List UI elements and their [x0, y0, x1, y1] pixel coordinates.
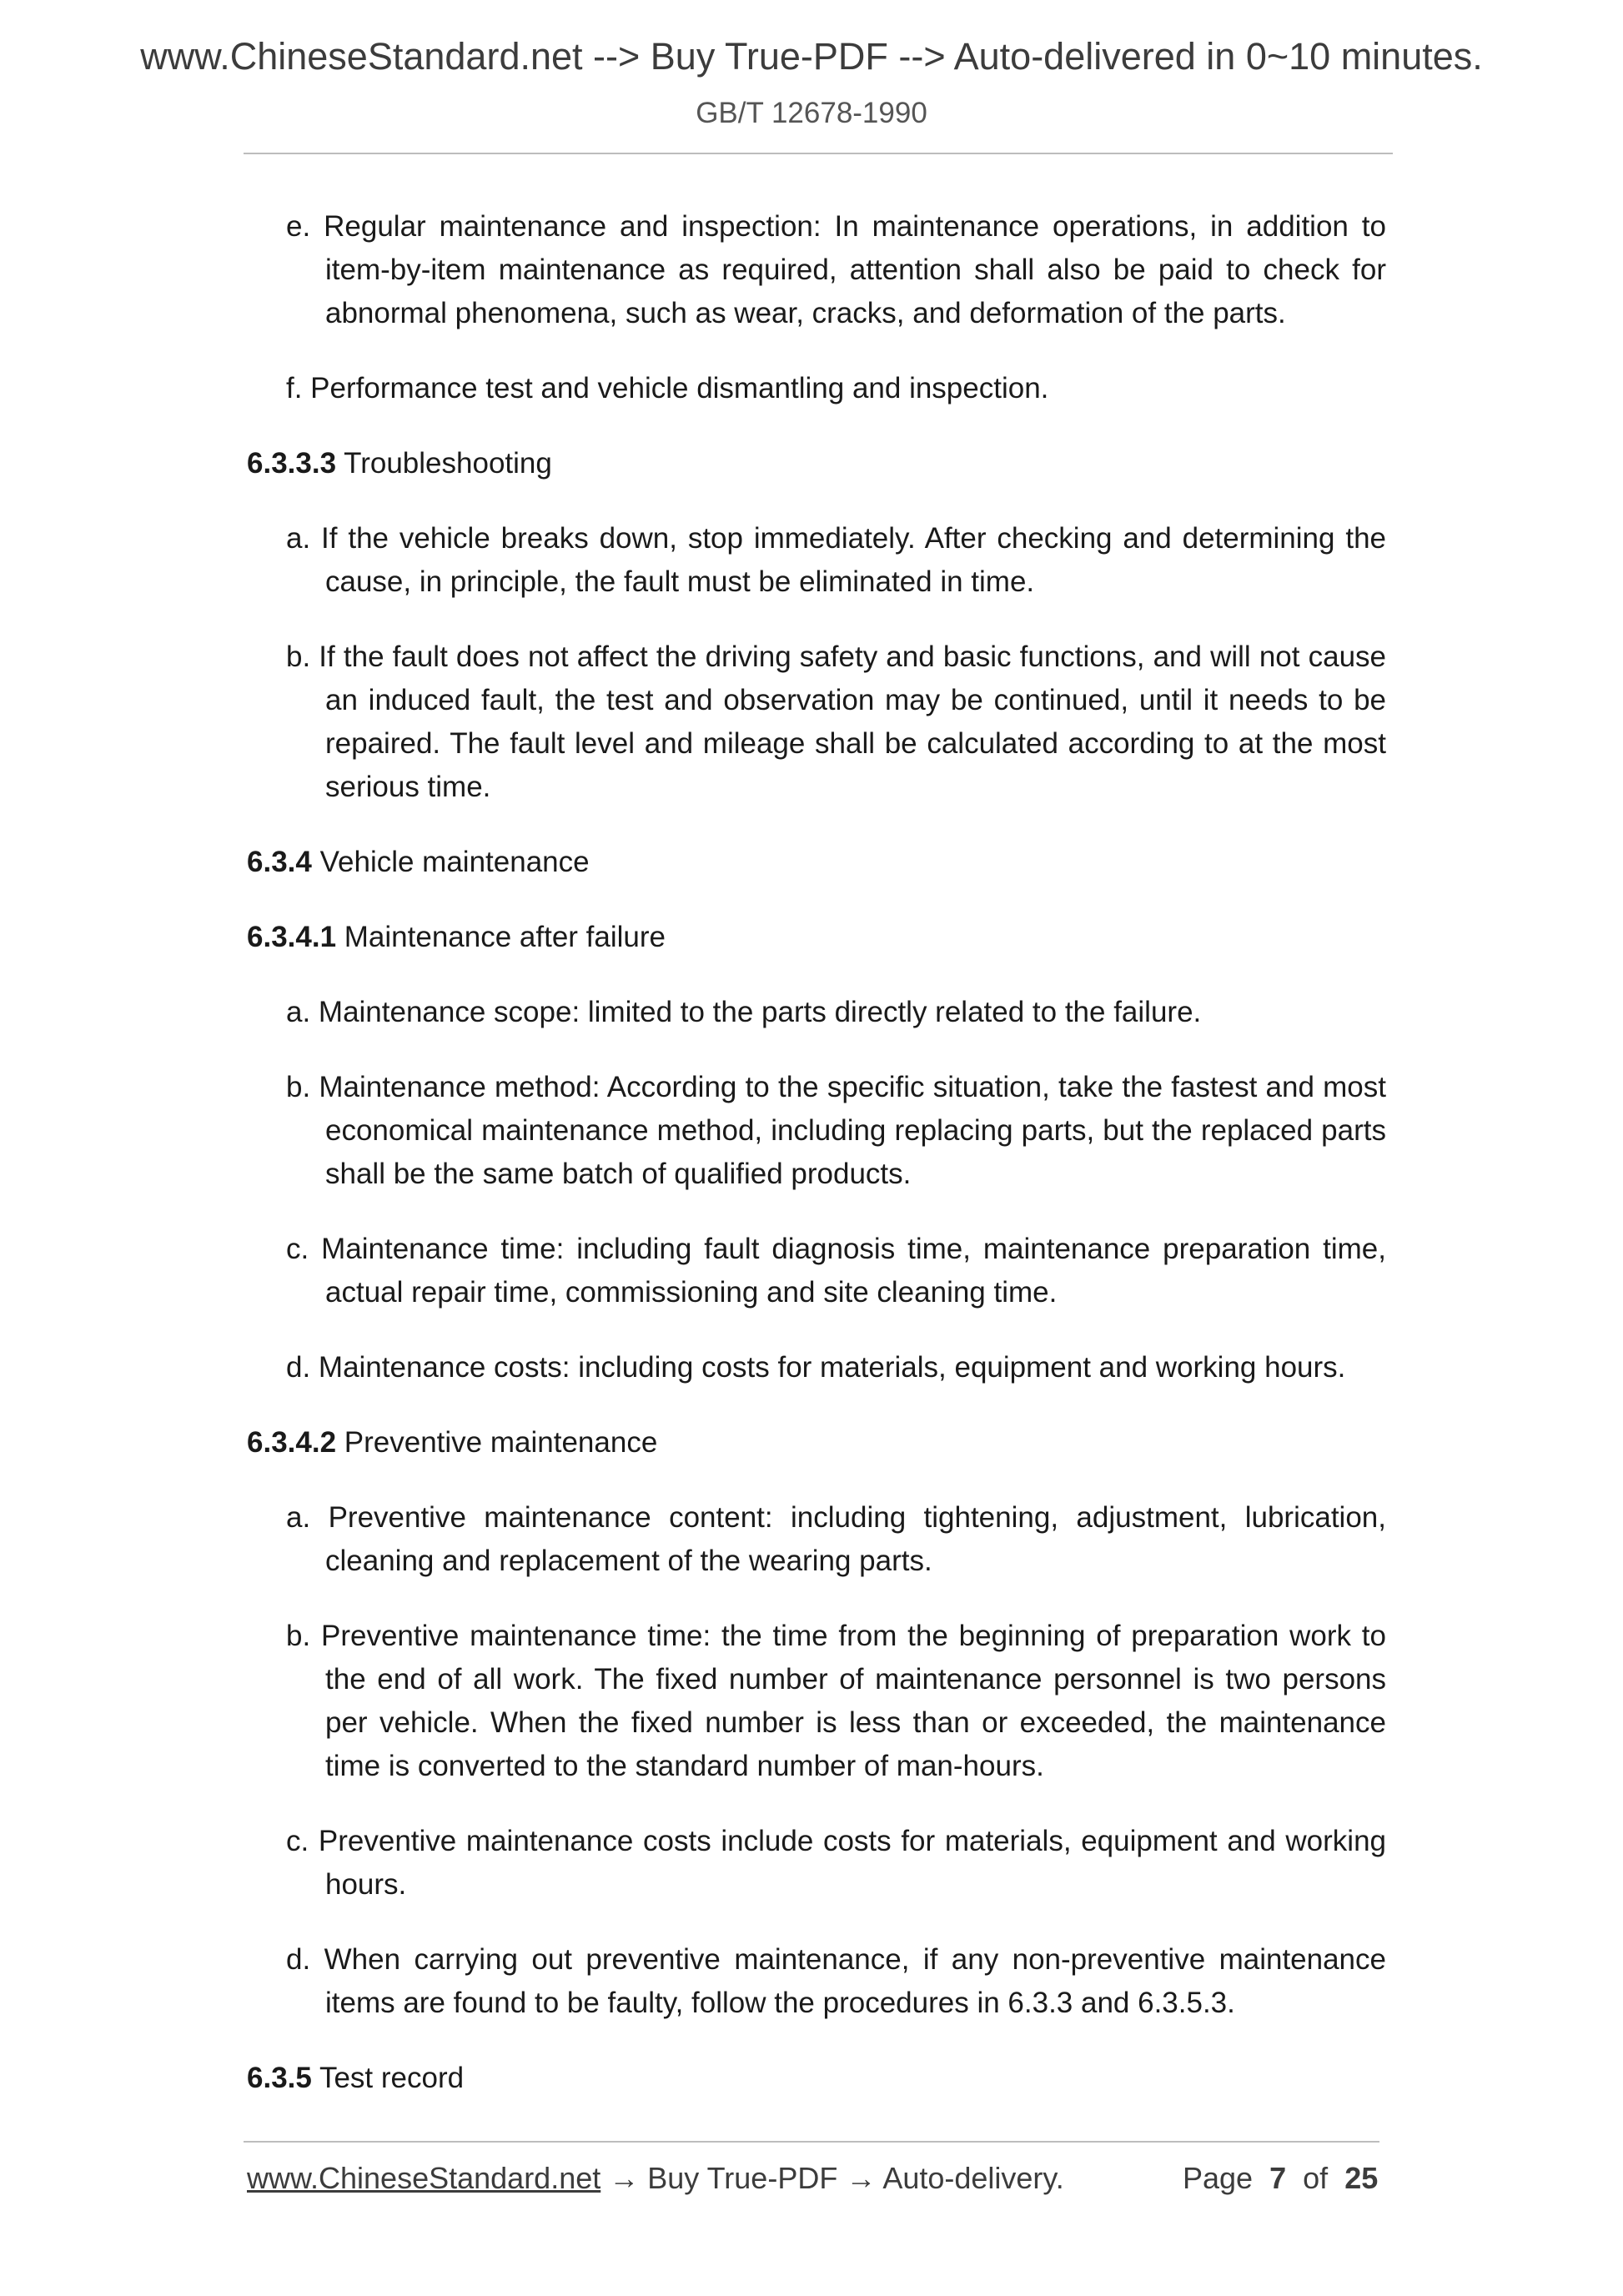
banner-text: www.ChineseStandard.net --> Buy True-PDF --> Auto-delivered in 0~10 minutes. [140, 35, 1483, 78]
section-title: Preventive maintenance [344, 1426, 658, 1459]
footer-link-suffix: → Buy True-PDF → Auto-delivery. [600, 2161, 1064, 2195]
section-heading [247, 2057, 1386, 2100]
section-title: Vehicle maintenance [319, 846, 590, 878]
list-item: b. If the fault does not affect the driving safety and basic functions, and will not cause an induced fault, the test and observation may be continued, until it needs to be repaired. The fault level and mileage shall be calculated according to at the most serious time. [286, 641, 1386, 803]
section-title: Maintenance after failure [344, 921, 666, 953]
page-label: Page [1183, 2161, 1254, 2195]
page-indicator [1183, 2161, 1378, 2196]
section-number: 6.3.4.1 [247, 921, 337, 953]
footer-divider [244, 2141, 1379, 2143]
document-id: GB/T 12678-1990 [696, 97, 927, 129]
list-item: a. If the vehicle breaks down, stop immediately. After checking and determining the cause, in principle, the fault must be eliminated in time. [286, 522, 1386, 598]
list-item: b. Maintenance method: According to the specific situation, take the fastest and most economical maintenance method, including replacing parts, but the replaced parts shall be the same batch of qualified products. [286, 1071, 1386, 1190]
section-title: Troubleshooting [344, 447, 552, 480]
total-pages: 25 [1344, 2161, 1379, 2195]
list-item: d. When carrying out preventive maintenance, if any non-preventive maintenance items are found to be faulty, follow the procedures in 6.3.3 and 6.3.5.3. [286, 1943, 1386, 2019]
header-divider [244, 153, 1393, 154]
list-item: d. Maintenance costs: including costs for materials, equipment and working hours. [286, 1351, 1346, 1384]
section-heading [247, 1421, 1386, 1465]
section-heading [247, 841, 1386, 884]
section-heading [247, 916, 1386, 959]
list-item: e. Regular maintenance and inspection: In maintenance operations, in addition to item-by-item maintenance as required, attention shall also be paid to check for abnormal phenomena, such as wear, cracks, and deformation of the parts. [286, 210, 1386, 329]
section-number: 6.3.5 [247, 2062, 312, 2094]
list-item: a. Maintenance scope: limited to the parts directly related to the failure. [286, 996, 1202, 1028]
list-item: c. Preventive maintenance costs include costs for materials, equipment and working hours. [286, 1825, 1386, 1901]
section-number: 6.3.4 [247, 846, 312, 878]
list-item: c. Maintenance time: including fault diagnosis time, maintenance preparation time, actual repair time, commissioning and site cleaning time. [286, 1233, 1386, 1309]
section-heading [247, 442, 1386, 485]
page-of-label: of [1303, 2161, 1329, 2195]
section-title: Test record [319, 2062, 465, 2094]
list-item: a. Preventive maintenance content: including tightening, adjustment, lubrication, cleaning and replacement of the wearing parts. [286, 1501, 1386, 1577]
footer-link-line [247, 2161, 1064, 2196]
list-item: b. Preventive maintenance time: the time from the beginning of preparation work to the end of all work. The fixed number of maintenance personnel is two persons per vehicle. When the fixed number is less than or exceeded, the maintenance time is converted to the standard number of man-hours. [286, 1620, 1386, 1782]
section-number: 6.3.4.2 [247, 1426, 337, 1459]
document-body [247, 205, 1386, 2100]
footer-website-link[interactable]: www.ChineseStandard.net [247, 2161, 601, 2195]
page-number: 7 [1269, 2161, 1287, 2195]
section-number: 6.3.3.3 [247, 447, 337, 480]
list-item: f. Performance test and vehicle dismantling and inspection. [286, 372, 1049, 404]
